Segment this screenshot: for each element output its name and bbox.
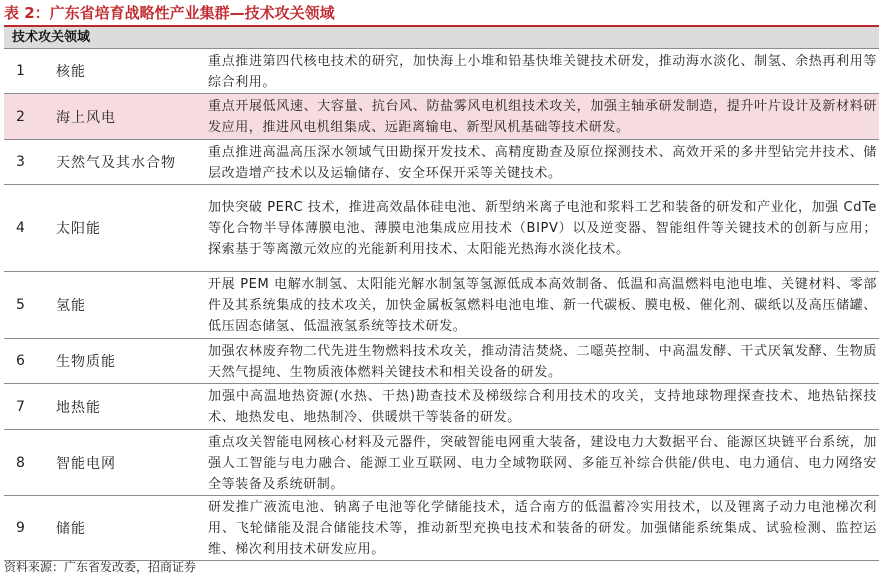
row-number: 9: [16, 520, 25, 536]
row-number: 1: [16, 63, 25, 79]
field-name: 太阳能: [56, 221, 101, 237]
field-description: 开展 PEM 电解水制氢、太阳能光解水制氢等氢源低成本高效制备、低温和高温燃料电池电堆、关键材料、零部件及其系统集成的技术攻关，加快金属板氢燃料电池电堆、新一代碳板、膜电极、催化剂、碳纸以及高压储罐、低压固态储氢、低温液氢系统等技术研发。: [208, 277, 877, 334]
field-name: 核能: [56, 64, 86, 80]
table-row: [4, 272, 879, 339]
table-row: [4, 49, 879, 94]
row-number: 5: [16, 297, 25, 313]
field-name: 智能电网: [56, 455, 116, 472]
row-number: 2: [16, 108, 25, 125]
table-row: [4, 384, 879, 430]
table-row: [4, 339, 879, 384]
table-header: 技术攻关领域: [4, 27, 879, 49]
field-name: 储能: [56, 521, 86, 537]
field-description: 重点攻关智能电网核心材料及元器件，突破智能电网重大装备，建设电力大数据平台、能源区块链平台系统，加强人工智能与电力融合、能源工业互联网、电力全域物联网、多能互补综合供能/供电、电力通信、电力网络安全等装备及系统研制。: [208, 434, 877, 492]
field-name: 氢能: [56, 298, 86, 314]
table-title: 表 2：广东省培育战略性产业集群—技术攻关领域: [4, 4, 335, 22]
field-description: 加快突破 PERC 技术，推进高效晶体硅电池、新型纳米离子电池和浆料工艺和装备的研发和产业化，加强 CdTe 等化合物半导体薄膜电池、薄膜电池集成应用技术（BIPV）以及逆变器、智能组件等关键技术的创新与应用；探索基于等离激元效应的光能新利用技术、太阳能光热海水淡化技术。: [208, 200, 877, 257]
field-name: 海上风电: [56, 109, 116, 126]
row-number: 3: [16, 154, 25, 170]
table-row: [4, 496, 879, 561]
field-description: 研发推广液流电池、钠离子电池等化学储能技术，适合南方的低温蓄冷实用技术，以及锂离子动力电池梯次利用、飞轮储能及混合储能技术等，推动新型充换电技术和装备的研发。加强储能系统集成、试验检测、监控运维、梯次利用技术研发应用。: [208, 500, 877, 557]
field-description: 重点开展低风速、大容量、抗台风、防盐雾风电机组技术攻关，加强主轴承研发制造，提升叶片设计及新材料研发应用，推进风电机组集成、远距离输电、新型风机基础等技术研发。: [208, 99, 877, 135]
table-row: [4, 140, 879, 185]
table-row: [4, 430, 879, 496]
field-description: 加强农林废弃物二代先进生物燃料技术攻关，推动清洁焚烧、二噁英控制、中高温发酵、干式厌氧发酵、生物质天然气提纯、生物质液体燃料关键技术和相关设备的研发。: [208, 343, 877, 380]
field-name: 生物质能: [56, 354, 116, 370]
field-description: 重点推进第四代核电技术的研究，加快海上小堆和铅基快堆关键技术研发，推动海水淡化、制氢、余热再利用等综合利用。: [208, 53, 877, 90]
field-name: 地热能: [56, 399, 101, 416]
field-description: 重点推进高温高压深水领域气田勘探开发技术、高精度勘查及原位探测技术、高效开采的多井型钻完井技术、储层改造增产技术以及运输储存、安全环保开采等关键技术。: [208, 144, 877, 181]
tech-table: [4, 27, 879, 561]
field-name: 天然气及其水合物: [56, 155, 176, 171]
row-number: 7: [16, 398, 25, 415]
table-row: [4, 185, 879, 272]
field-description: 加强中高温地热资源(水热、干热)勘查技术及梯级综合利用技术的攻关，支持地球物理探查技术、地热钻探技术、地热发电、地热制冷、供暖烘干等装备的研发。: [208, 389, 877, 425]
row-number: 8: [16, 454, 25, 471]
row-number: 4: [16, 220, 25, 236]
table-row-highlighted: [4, 94, 879, 140]
row-number: 6: [16, 353, 25, 369]
source-note: 资料来源：广东省发改委，招商证券: [4, 560, 197, 574]
